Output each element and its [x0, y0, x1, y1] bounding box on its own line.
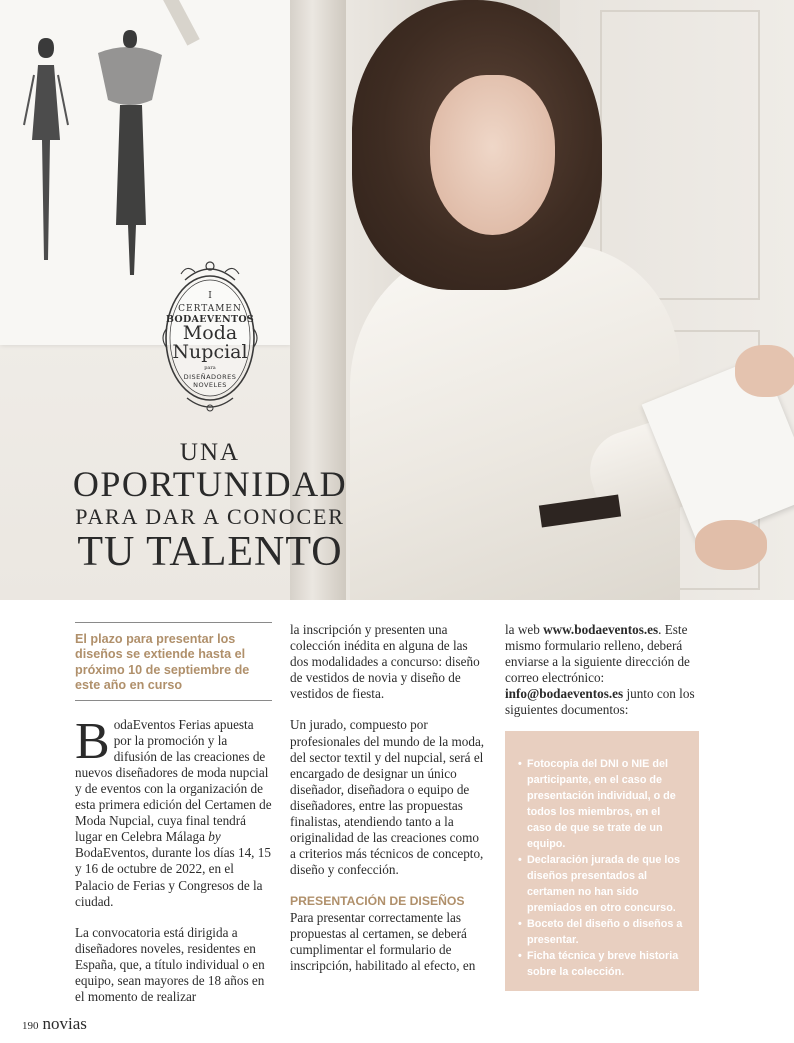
website-link[interactable]: www.bodaeventos.es: [543, 622, 659, 637]
drop-cap: B: [75, 712, 110, 770]
body-text: junto con los siguientes documentos:: [505, 686, 695, 718]
certamen-badge-logo: [157, 258, 263, 414]
headline-line-3: PARA DAR A CONOCER: [75, 504, 345, 529]
badge-certamen: CERTAMEN: [178, 304, 242, 314]
woman-blouse: [350, 245, 680, 600]
page-number: 190: [22, 1020, 39, 1032]
headline-line-2: OPORTUNIDAD: [72, 464, 348, 504]
body-paragraph: La convocatoria está dirigida a diseñadores noveles, residentes en España, que, a título individual o en equipo, sean mayores de 18 años en el momento de realizar: [75, 924, 265, 1005]
body-text: odaEventos Ferias apuesta por la promoción y la difusión de las creaciones de nuevos diseñadores de moda nupcial y de eventos con la organización de esta primera edición del Certamen de Moda Nupcial, cuya final tendrá lugar en Celebra Málaga: [75, 716, 272, 845]
magazine-name: novias: [42, 1014, 87, 1033]
badge-organizer: BODAEVENTOS: [165, 314, 255, 325]
list-item: • Fotocopia del DNI o NIE del participante, en el caso de presentación individual, o de todos los miembros, en el caso de que se trate de un equipo.: [518, 756, 687, 852]
badge-title-nupcial: Nupcial: [172, 341, 248, 363]
body-text: la web: [505, 622, 544, 637]
section-heading: PRESENTACIÓN DE DISEÑOS: [290, 894, 465, 909]
list-item: • Declaración jurada de que los diseños presentados al certamen no han sido premiados en otro concurso.: [518, 852, 687, 916]
documents-box: [505, 731, 699, 991]
door-panel: [600, 10, 760, 300]
list-item: • Boceto del diseño o diseños a presentar.: [518, 916, 687, 948]
body-paragraph: Para presentar correctamente las propuestas al certamen, se deberá cumplimentar el formulario de inscripción, habilitado al efecto, en: [290, 909, 476, 973]
column-1: [75, 622, 272, 1020]
page-footer: [22, 1014, 87, 1034]
headline-line-1: UNA: [179, 439, 241, 466]
sketch-figure-left: [20, 30, 72, 280]
body-paragraph: Un jurado, compuesto por profesionales del mundo de la moda, del sector textil y del nupcial, será el encargado de designar un único diseñador, diseñadora o equipo de diseñadores, entre las propuestas finalistas, atendiendo tanto a la originalidad de las creaciones como a criterios más técnicos de concepto, diseño y confección.: [290, 717, 485, 878]
column-2: [290, 622, 485, 989]
column-3: [505, 622, 700, 734]
body-paragraph: la inscripción y presenten una colección inédita en alguna de las dos modalidades a concurso: diseño de vestidos de novia y diseño de vestidos de fiesta.: [290, 622, 480, 702]
sketch-figure-right: [90, 25, 170, 285]
badge-title-moda: Moda: [182, 322, 238, 344]
body-text-italic: by: [208, 829, 221, 845]
body-text: . Este mismo formulario relleno, deberá enviarse a la siguiente dirección de correo electrónico:: [505, 622, 690, 686]
badge-para: para: [204, 365, 216, 371]
woman-face: [430, 75, 555, 235]
divider: [75, 700, 272, 701]
woman-hand: [695, 520, 767, 570]
body-paragraph: [75, 712, 272, 910]
email-link[interactable]: info@bodaeventos.es: [505, 686, 624, 702]
woman-hand: [735, 345, 794, 397]
badge-noveles: NOVELES: [193, 381, 227, 389]
badge-disenadores: DISEÑADORES: [183, 373, 237, 381]
body-paragraph: [505, 622, 700, 719]
headline-line-4: TU TALENTO: [77, 529, 343, 575]
documents-list: [518, 756, 687, 980]
body-text: BodaEventos, durante los días 14, 15 y 16 de octubre de 2022, en el Palacio de Ferias y Congresos de la ciudad.: [75, 845, 271, 909]
badge-edition-number: I: [208, 291, 212, 301]
lead-text: El plazo para presentar los diseños se extiende hasta el próximo 10 de septiembre de este año en curso: [75, 632, 250, 693]
article-headline: [60, 439, 360, 575]
list-item: • Ficha técnica y breve historia sobre la colección.: [518, 948, 687, 980]
